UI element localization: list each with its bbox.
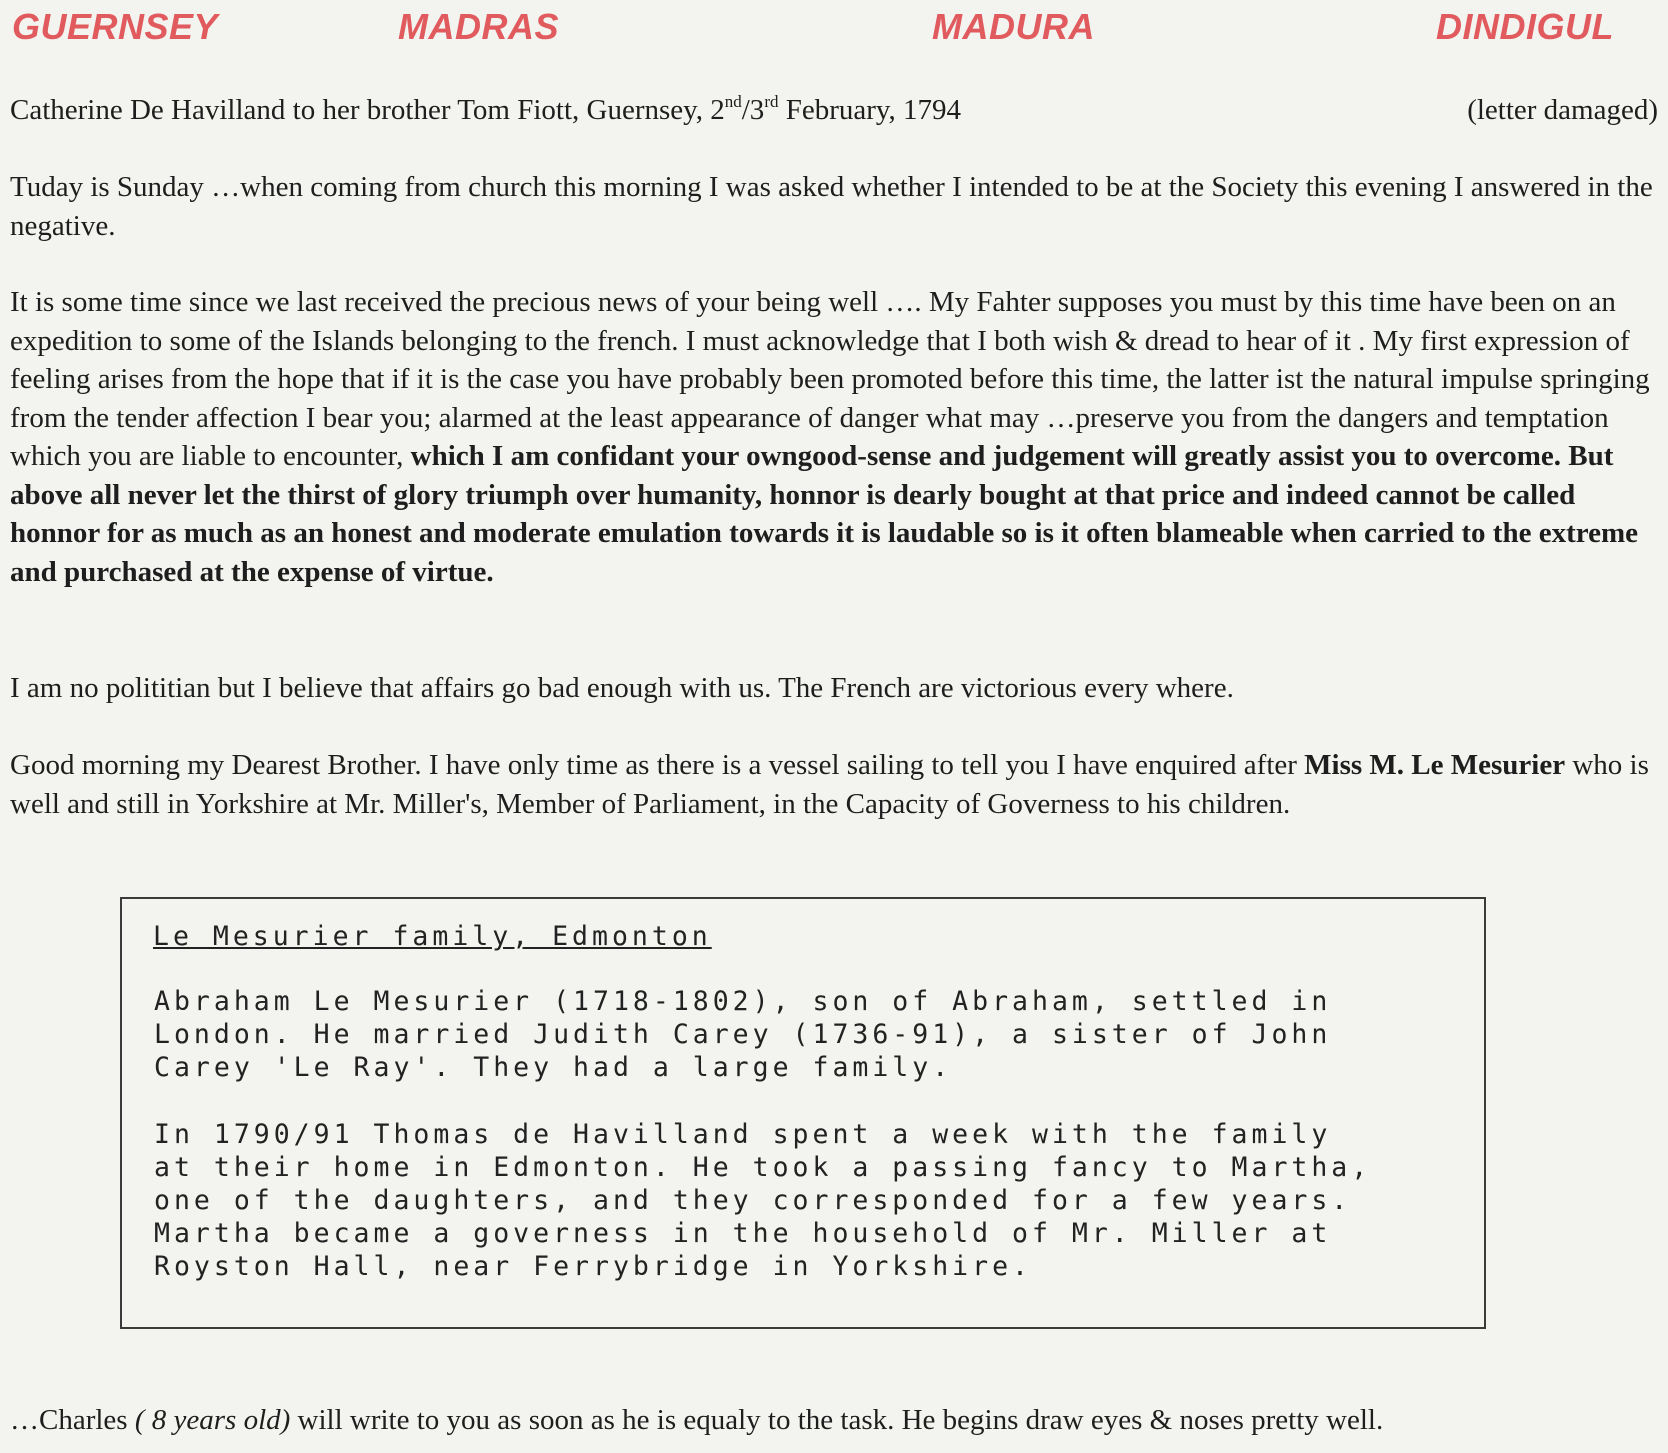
paragraph-good-morning-rest: who is well and still in Yorkshire at Mr. Miller's, Member of Parliament, in the Capacity of Governess to his children. (10, 749, 1649, 820)
paragraph-politics: I am no polititian but I believe that affairs go bad enough with us. The French are victorious every where. (10, 672, 1234, 704)
place-header (0, 6, 1668, 56)
paragraph-charles-text: …Charles (10, 1404, 135, 1436)
letter-title (10, 90, 1658, 130)
paragraph-expedition (10, 283, 1662, 591)
paragraph-expedition-text: It is some time since we last received the precious news of your being well …. My Fahter supposes you must by this time have been on an expedition to some of the Islands belonging to the french. I must acknowledge that I both wish & dread to hear of it . My first expression of feeling arises from the hope that if it is the case you have probably been promoted before this time, the latter ist the natural impulse springing from the tender affection I bear you; alarmed at the least appearance of danger what may …preserve you from the dangers and temptation which you are liable to encounter, (10, 286, 1650, 472)
note-box-le-mesurier (120, 897, 1486, 1329)
paragraph-good-morning (10, 746, 1662, 823)
title-sup-rd: rd (764, 92, 779, 111)
paragraph-expedition-bold: which I am confidant your owngood-sense and judgement will greatly assist you to overcome. But above all never let the thirst of glory triumph over humanity, honnor is dearly bought at that price and indeed cannot be called honnor for as much as an honest and moderate emulation towards it is laudable so is it often blameable when carried to the extreme and purchased at the expense of virtue. (10, 440, 1638, 588)
place-guernsey: GUERNSEY (12, 6, 219, 47)
place-madura: MADURA (932, 6, 1095, 47)
miss-le-mesurier-name: Miss M. Le Mesurier (1304, 749, 1566, 781)
paragraph-charles (10, 1401, 1662, 1440)
note-box-paragraph-2: In 1790/91 Thomas de Havilland spent a week with the family at their home in Edmonton. He took a passing fancy to Martha, one of the daughters, and they corresponded for a few years. Martha became a governess in the household of Mr. Miller at Royston Hall, near Ferrybridge in Yorkshire. (154, 1119, 1372, 1282)
title-sup-nd: nd (724, 92, 742, 111)
note-box-title: Le Mesurier family, Edmonton (153, 921, 712, 952)
place-dindigul: DINDIGUL (1436, 6, 1614, 47)
letter-damaged-note: (letter damaged) (1467, 94, 1658, 126)
note-box-paragraph-1: Abraham Le Mesurier (1718-1802), son of Abraham, settled in London. He married Judith Carey (1736-91), a sister of John Carey 'Le Ray'. They had a large family. (154, 986, 1332, 1083)
title-date: February, 1794 (778, 94, 962, 126)
paragraph-charles-rest: will write to you as soon as he is equaly to the task. He begins draw eyes & noses pretty well. (290, 1404, 1384, 1436)
title-text: Catherine De Havilland to her brother Tom Fiott, Guernsey, 2 (10, 94, 725, 126)
paragraph-good-morning-text: Good morning my Dearest Brother. I have only time as there is a vessel sailing to tell you I have enquired after (10, 749, 1305, 781)
place-madras: MADRAS (398, 6, 559, 47)
title-mid: /3 (741, 94, 765, 126)
charles-age: ( 8 years old) (134, 1404, 291, 1436)
paragraph-sunday: Tuday is Sunday …when coming from church this morning I was asked whether I intended to be at the Society this evening I answered in the negative. (10, 171, 1653, 242)
